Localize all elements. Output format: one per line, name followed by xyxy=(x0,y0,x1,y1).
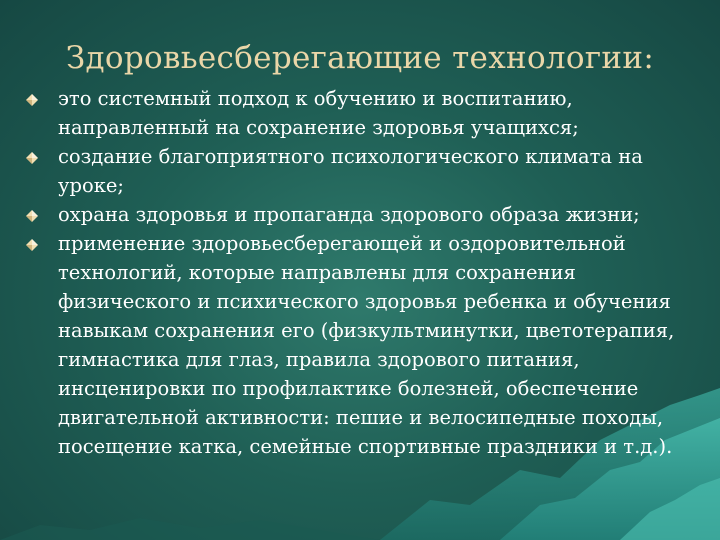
diamond-bullet-icon xyxy=(26,94,38,106)
list-item xyxy=(0,229,720,461)
diamond-bullet-icon xyxy=(26,210,38,222)
list-item xyxy=(0,200,720,229)
list-item xyxy=(0,84,720,142)
slide-title: Здоровьесберегающие технологии: xyxy=(65,40,655,76)
bullet-text: применение здоровьесберегающей и оздоровительной технологий, которые направлены для сохранения физического и психического здоровья ребенка и обучения навыкам сохранения его (физкультминутки, цветотерапия, гимнастика для глаз, правила здорового питания, инсценировки по профилактике болезней, обеспечение двигательной активности: пешие и велосипедные походы, посещение катка, семейные спортивные праздники и т.д.). xyxy=(58,232,675,458)
bullet-list xyxy=(0,84,720,461)
diamond-bullet-icon xyxy=(26,152,38,164)
bullet-text: охрана здоровья и пропаганда здорового образа жизни; xyxy=(58,203,640,226)
list-item xyxy=(0,142,720,200)
bullet-text: создание благоприятного психологического климата на уроке; xyxy=(58,145,643,197)
diamond-bullet-icon xyxy=(26,239,38,251)
bullet-text: это системный подход к обучению и воспитанию, направленный на сохранение здоровья учащихся; xyxy=(58,87,579,139)
